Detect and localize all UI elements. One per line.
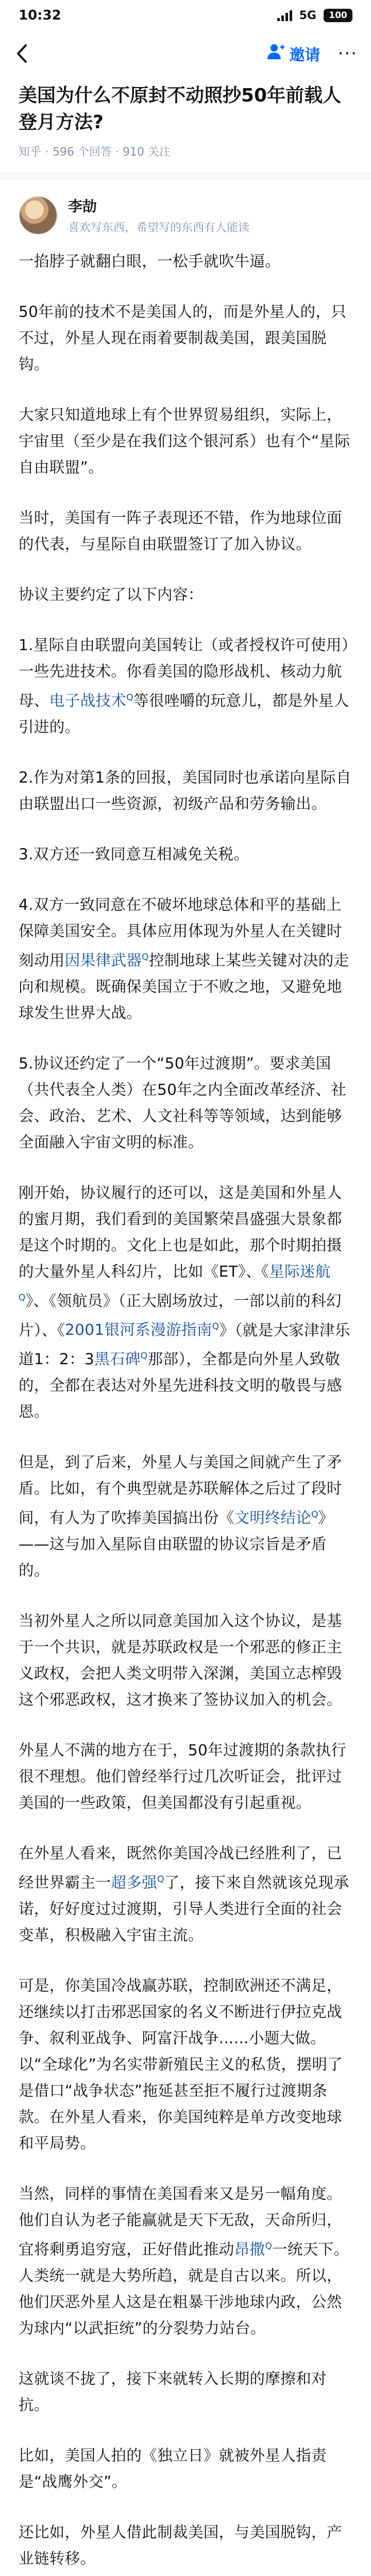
answer-paragraph: 一掐脖子就翻白眼，一松手就吹牛逼。 <box>19 252 281 270</box>
answer-paragraph: 当然，同样的事情在美国看来又是另一幅角度。他们自认为老子能赢就是天下无敌，天命所归，宜将剩勇追穷寇，正好借此推动昂撒$^Q$一统天下。人类统一就是大势所趋，就是自古以来。所以，他们厌恶外星人这是在粗暴干涉地球内政，公然为球内“以武拒统”的分裂势力站台。 <box>19 2185 349 2337</box>
more-icon[interactable]: ··· <box>338 43 358 64</box>
answer-paragraph: 50年前的技术不是美国人的，而是外星人的，只不过，外星人现在雨着要制裁美国，跟美国脱钩。 <box>19 303 347 373</box>
top-nav <box>0 31 371 76</box>
keyword-link[interactable]: 电子战技术$^Q$ <box>49 691 133 709</box>
status-bar <box>0 0 371 31</box>
keyword-link[interactable]: 星际迷航$^Q$ <box>19 1262 331 1303</box>
answer-paragraph: 外星人不满的地方在于，50年过渡期的条款执行很不理想。他们曾经举行过几次听证会，批评过美国的一些政策，但美国都没有引起重视。 <box>19 1741 347 1812</box>
avatar[interactable] <box>19 196 58 235</box>
answer-paragraph: 大家只知道地球上有个世界贸易组织，实际上，宇宙里（至少是在我们这个银河系）也有个“星际自由联盟”。 <box>19 406 350 476</box>
keyword-link[interactable]: 黑石碑$^Q$ <box>94 1350 148 1368</box>
search-icon: Q <box>142 952 149 962</box>
answer-paragraph: 但是，到了后来，外星人与美国之间就产生了矛盾。比如，有个典型就是苏联解体之后过了段时间，有人为了吹捧美国搞出份《文明终结论$^Q$》——这与加入星际自由联盟的协议宗旨是矛盾的。 <box>19 1453 342 1580</box>
keyword-link[interactable]: 因果律武器$^Q$ <box>64 951 149 969</box>
search-icon: Q <box>265 2241 272 2252</box>
search-icon: Q <box>140 1351 148 1362</box>
question-stats: · 596 个回答 · 910 关注 <box>45 146 171 159</box>
question-title[interactable]: 美国为什么不原封不动照抄50年前载人登月方法? <box>19 85 342 133</box>
answer-paragraph: 刚开始，协议履行的还可以，这是美国和外星人的蜜月期，我们看到的美国繁荣昌盛强大景象都是这个时期的。文化上也是如此，那个时期拍摄的大量外星人科幻片，比如《ET》、《星际迷航$^Q$》、《领航员》（正大剧场放过，一部以前的科幻片）、《2001银河系漫游指南$^Q$》（就是大家津津乐道1：2：3黑石碑$^Q$那部），全都是向外星人致敬的，全都在表达对外星先进科技文明的敬畏与感恩。 <box>19 1183 350 1421</box>
answer-paragraph: 比如，美国人拍的《独立日》就被外星人指责是“战鹰外交”。 <box>19 2446 327 2490</box>
search-icon: Q <box>126 692 133 703</box>
user-add-icon <box>267 43 284 64</box>
author-bio: 喜欢写东西，希望写的东西有人能读 <box>68 222 250 234</box>
invite-button[interactable] <box>267 42 321 65</box>
network-type: 5G <box>299 9 316 22</box>
search-icon: Q <box>212 1321 220 1332</box>
answer-paragraph: 5.协议还约定了一个“50年过渡期”。要求美国（共代表全人类）在50年之内全面改革经济、社会、政治、艺术、人文社科等等领域，达到能够全面融入宇宙文明的标准。 <box>19 1054 347 1151</box>
answer-paragraph: 这就谈不拢了，接下来就转入长期的摩擦和对抗。 <box>19 2369 327 2414</box>
answer-paragraph: 2.作为对第1条的回报，美国同时也承诺向星际自由联盟出口一些资源，初级产品和劳务输出。 <box>19 768 351 812</box>
search-icon: Q <box>311 1510 318 1520</box>
answer-paragraph: 还比如，外星人借此制裁美国，与美国脱钩，产业链转移。 <box>19 2523 342 2567</box>
keyword-link[interactable]: 超多强$^Q$ <box>111 1874 164 1892</box>
answer-paragraph: 协议主要约定了以下内容： <box>19 586 204 603</box>
answer-paragraph: 在外星人看来，既然你美国冷战已经胜利了，已经世界霸主一超多强$^Q$了，接下来自然就该兑现承诺，好好度过过渡期，引导人类进行全面的社会变革，积极融入宇宙主流。 <box>19 1844 349 1944</box>
question-header <box>0 76 371 159</box>
invite-label: 邀请 <box>289 46 321 64</box>
author-name[interactable]: 李劼 <box>68 198 97 215</box>
chevron-left-icon[interactable] <box>11 43 32 64</box>
question-source: 知乎 <box>19 146 42 159</box>
answer-paragraph: 当时，美国有一阵子表现还不错，作为地球位面的代表，与星际自由联盟签订了加入协议。 <box>19 509 342 553</box>
status-time: 10:32 <box>19 8 61 23</box>
author-row[interactable] <box>0 180 371 235</box>
keyword-link[interactable]: 文明终结论$^Q$ <box>234 1509 318 1527</box>
answer-paragraph: 当初外星人之所以同意美国加入这个协议，是基于一个共识，就是苏联政权是一个邪恶的修正主义政权，会把人类文明带入深渊，美国立志榨毁这个邪恶政权，这才换来了签协议加入的机会。 <box>19 1612 342 1709</box>
question-meta <box>19 143 352 159</box>
battery-level: 100 <box>329 10 347 21</box>
search-icon: Q <box>157 1874 164 1885</box>
answer-paragraph: 4.双方一致同意在不破坏地球总体和平的基础上保障美国安全。具体应用体现为外星人在关键时刻动用因果律武器$^Q$控制地球上某些关键对决的走向和规模。既确保美国立于不败之地，又避免地球发生世界大战。 <box>19 895 349 1022</box>
keyword-link[interactable]: 2001银河系漫游指南$^Q$ <box>64 1321 220 1339</box>
answer-paragraph: 可是，你美国冷战赢苏联，控制欧洲还不满足，还继续以打击邪恶国家的名义不断进行伊拉克战争、叙利亚战争、阿富汗战争......小题大做。以“全球化”为名实带新殖民主义的私货，摆明了是借口“战争状态”拖延甚至拒不履行过渡期条款。在外星人看来，你美国纯粹是单方改变地球和平局势。 <box>19 1977 343 2153</box>
answer-paragraph: 1.星际自由联盟向美国转让（或者授权许可使用）一些先进技术。你看美国的隐形战机、核动力航母、电子战技术$^Q$等很唑嚼的玩意儿，都是外星人引进的。 <box>19 636 349 736</box>
battery-icon <box>324 9 352 22</box>
search-icon: Q <box>19 1292 26 1303</box>
answer-paragraph: 3.双方还一致同意互相减免关税。 <box>19 845 249 863</box>
section-divider <box>0 173 371 180</box>
answer-body <box>0 235 371 2576</box>
signal-icon <box>277 10 292 21</box>
status-indicators <box>277 9 352 22</box>
keyword-link[interactable]: 昂撒$^Q$ <box>234 2240 272 2258</box>
